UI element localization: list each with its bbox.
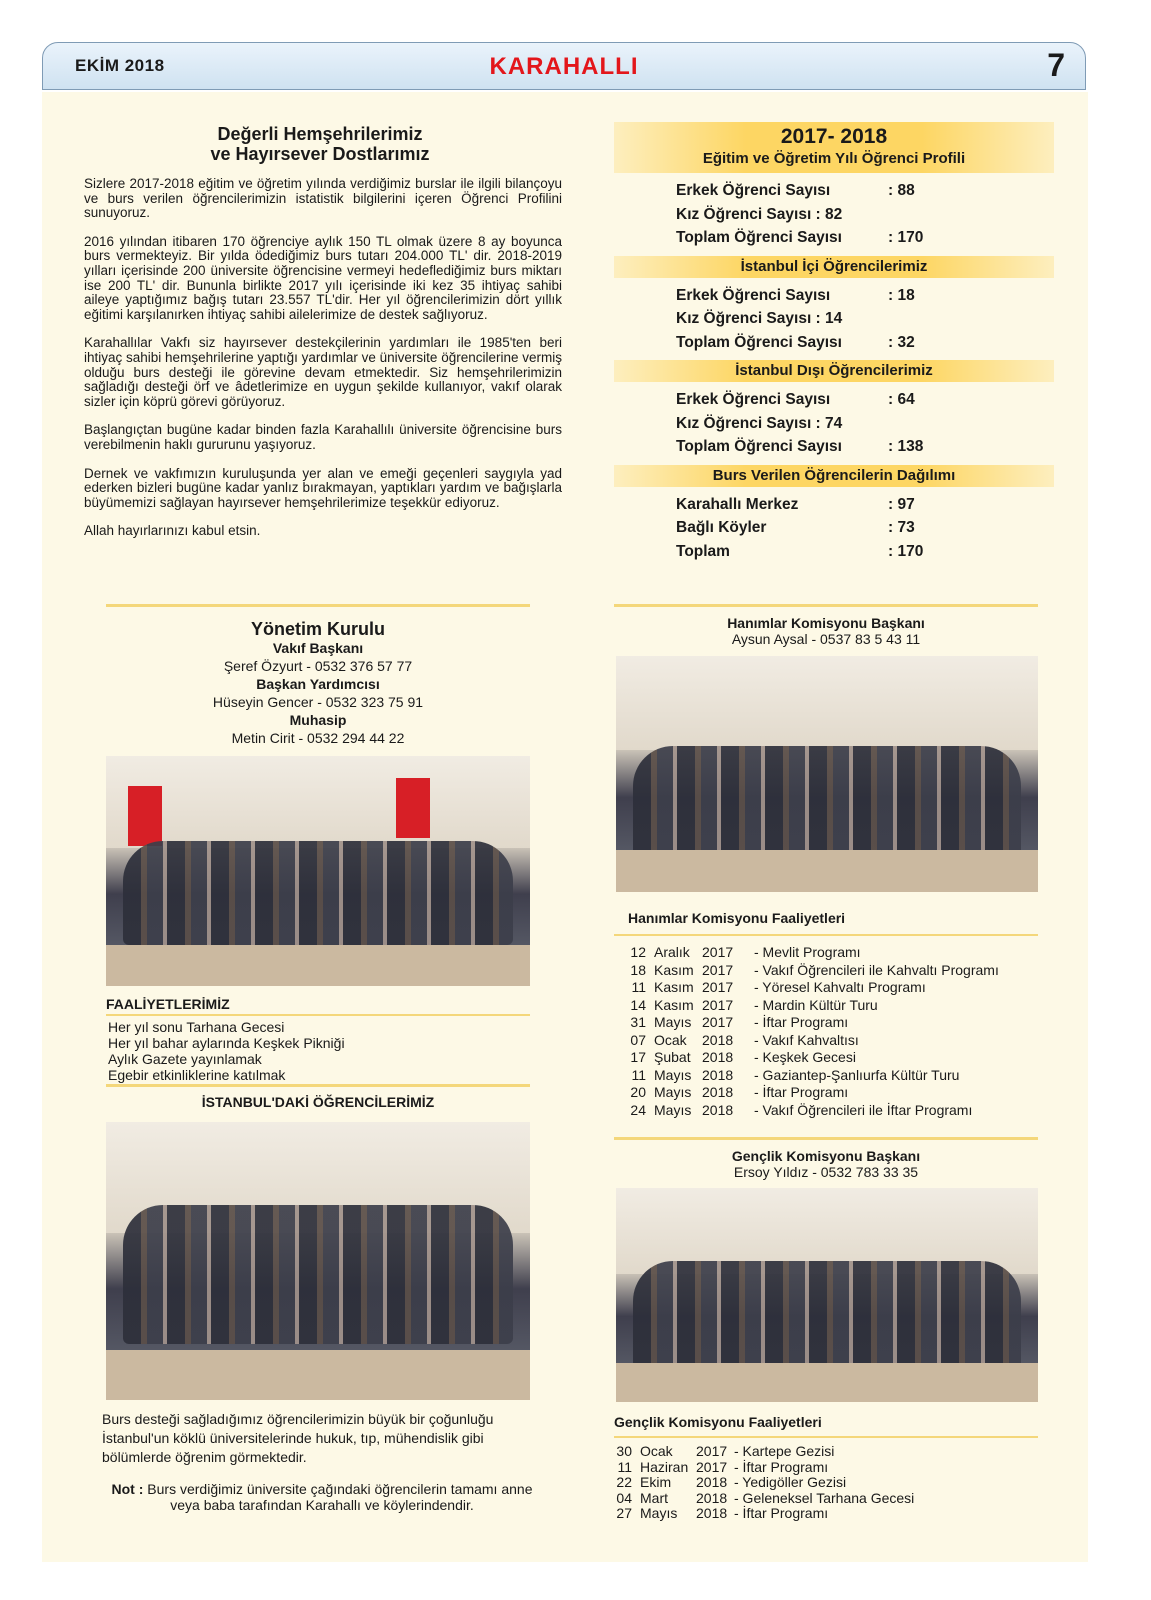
event-day: 22 [616, 1474, 632, 1490]
istanbul-students-title: İSTANBUL'DAKİ ÖĞRENCİLERİMİZ [201, 1094, 435, 1110]
stat-row [676, 307, 1054, 331]
intro-paragraph: Başlangıçtan bugüne kadar binden fazla Karahallılı üniversite öğrencisine burs verebilmenin haklı gururunu yaşıyoruz. [84, 422, 562, 452]
event-year: 2017 [702, 1014, 734, 1030]
intro-paragraph: 2016 yılından itibaren 170 öğrenciye aylık 150 TL olmak üzere 8 ay boyunca burs vermekteyiz. Bir yılda ödediğimiz burs tutarı 204.000 TL' dir. 2018-2019 yılları içerisinde 200 üniversite öğrencisine vermeyi hedeflediğimiz burs miktarı ise 200 TL' dir. Bununla birlikte 2017 yılı içerisinde iki kez 35 ihtiyaç sahibi aileye yaptığımız bağış tutarı 23.557 TL'dir. Her yıl öğrencilerimizin dört yıllık eğitimi karşılanırken ihtiyaç sahibi ailelerimize de destek sağlıyoruz. [84, 233, 562, 322]
stat-value: : 138 [888, 438, 924, 455]
event-month: Haziran [640, 1458, 689, 1475]
event-day: 20 [630, 1084, 646, 1100]
stat-row [676, 435, 1054, 459]
stat-row [676, 203, 1054, 227]
divider [614, 934, 1038, 936]
stat-row [676, 540, 1054, 564]
event-row [620, 1067, 999, 1085]
divider [614, 604, 1038, 607]
stat-label: Toplam [676, 542, 730, 560]
youth-events [606, 1444, 914, 1522]
board-group-photo [106, 756, 530, 986]
event-desc: - Vakıf Öğrencileri ile İftar Programı [754, 1101, 973, 1118]
event-desc: - Yedigöller Gezisi [734, 1474, 847, 1490]
stat-label: Erkek Öğrenci Sayısı [676, 182, 831, 199]
intro-title-line2: ve Hayırsever Dostlarımız [210, 144, 430, 164]
photo-wall [616, 656, 1038, 750]
page-header [42, 42, 1086, 90]
profile-subtitle: Eğitim ve Öğretim Yılı Öğrenci Profili [702, 150, 966, 167]
women-events [620, 944, 999, 1119]
student-profile [614, 122, 1054, 563]
event-desc: - Vakıf Kahvaltısı [754, 1031, 859, 1048]
youth-committee-photo [616, 1188, 1038, 1402]
photo-floor [616, 1363, 1038, 1402]
event-row [606, 1460, 914, 1476]
event-desc: - İftar Programı [754, 1084, 849, 1100]
event-year: 2018 [702, 1084, 734, 1100]
stat-row [676, 331, 1054, 355]
stat-row [676, 226, 1054, 250]
list-item: Her yıl sonu Tarhana Gecesi [108, 1019, 285, 1035]
event-month: Aralık [654, 944, 690, 960]
event-year: 2018 [702, 1101, 734, 1118]
turkish-flag [396, 778, 430, 838]
activities-title: FAALİYETLERİMİZ [106, 996, 230, 1012]
event-row [620, 1014, 999, 1032]
event-day: 07 [630, 1031, 646, 1048]
event-day: 11 [617, 1458, 632, 1475]
stat-label: Kız Öğrenci Sayısı : 14 [676, 310, 843, 327]
youth-committee-header [614, 1137, 1038, 1180]
event-desc: - İftar Programı [734, 1505, 829, 1521]
event-day: 18 [630, 961, 646, 978]
event-row [606, 1444, 914, 1460]
stats-heading: İstanbul İçi Öğrencilerimiz [614, 256, 1054, 278]
stat-label: Kız Öğrenci Sayısı : 74 [676, 414, 843, 432]
event-row [606, 1491, 914, 1507]
stat-row [676, 179, 1054, 203]
stat-value: : 32 [888, 333, 915, 351]
board-person: Şeref Özyurt - 0532 376 57 77 [223, 658, 413, 674]
event-month: Mart [640, 1489, 668, 1506]
event-year: 2018 [696, 1474, 728, 1490]
women-committee-header [614, 604, 1038, 647]
turkish-flag [128, 786, 162, 846]
stat-value: : 73 [888, 519, 915, 536]
event-day: 04 [616, 1489, 632, 1506]
event-desc: - İftar Programı [754, 1014, 849, 1030]
event-row [620, 962, 999, 980]
intro-paragraph: Allah hayırlarınızı kabul etsin. [84, 523, 261, 539]
activities-list [108, 1019, 532, 1083]
event-day: 17 [630, 1049, 646, 1065]
stats-heading: Burs Verilen Öğrencilerin Dağılımı [614, 465, 1054, 487]
board-person: Hüseyin Gencer - 0532 323 75 91 [212, 694, 424, 710]
profile-title-band [614, 122, 1054, 173]
issue-date: EKİM 2018 [75, 56, 165, 75]
stat-value: : 170 [888, 229, 924, 246]
event-row [606, 1475, 914, 1491]
list-item: Egebir etkinliklerine katılmak [108, 1067, 286, 1083]
stat-value: : 170 [888, 542, 924, 560]
intro-body [84, 177, 562, 553]
event-month: Kasım [654, 961, 694, 978]
event-desc: - Kartepe Gezisi [734, 1443, 835, 1459]
event-day: 12 [630, 944, 646, 960]
women-head-title: Hanımlar Komisyonu Başkanı [727, 615, 925, 631]
event-desc: - Mardin Kültür Turu [754, 996, 878, 1013]
stat-value: : 18 [888, 286, 915, 304]
stat-label: Kız Öğrenci Sayısı : 82 [676, 205, 843, 223]
note-label: Not : [111, 1481, 144, 1497]
event-year: 2018 [702, 1066, 734, 1083]
event-month: Mayıs [640, 1505, 678, 1521]
event-month: Mayıs [654, 1084, 692, 1100]
board-title: Yönetim Kurulu [251, 619, 385, 639]
stat-label: Toplam Öğrenci Sayısı [676, 333, 842, 351]
activities-heading-block [106, 996, 530, 1016]
event-row [620, 979, 999, 997]
list-item: Her yıl bahar aylarında Keşkek Pikniği [108, 1035, 345, 1051]
divider [106, 604, 530, 607]
event-year: 2017 [696, 1458, 728, 1475]
stat-value: : 88 [888, 182, 915, 199]
stat-row [676, 284, 1054, 308]
note-text: Burs verdiğimiz üniversite çağındaki öğrencilerin tamamı anne veya baba tarafından Karahallı ve köylerindendir. [143, 1481, 533, 1513]
stat-row [676, 493, 1054, 517]
photo-people [123, 1205, 513, 1344]
divider [614, 1436, 1038, 1438]
list-item: Aylık Gazete yayınlamak [108, 1051, 262, 1067]
stats-group [676, 179, 1054, 250]
event-desc: - Gaziantep-Şanlıurfa Kültür Turu [754, 1066, 960, 1083]
stat-value: : 97 [888, 495, 915, 513]
event-year: 2018 [696, 1489, 728, 1506]
event-row [620, 1084, 999, 1102]
board-role: Vakıf Başkanı [272, 640, 364, 656]
stat-label: Bağlı Köyler [676, 519, 767, 536]
women-head-person: Aysun Aysal - 0537 83 5 43 11 [731, 631, 921, 647]
event-desc: - İftar Programı [734, 1458, 829, 1475]
event-month: Mayıs [654, 1066, 692, 1083]
event-row [620, 1049, 999, 1067]
event-month: Ocak [654, 1031, 687, 1048]
newspaper-title: KARAHALLI [489, 53, 639, 80]
event-desc: - Mevlit Programı [754, 944, 861, 960]
event-row [620, 944, 999, 962]
photo-floor [106, 945, 530, 986]
board-section [106, 604, 530, 747]
stat-value: : 64 [888, 391, 915, 408]
divider [106, 1084, 530, 1087]
youth-head-person: Ersoy Yıldız - 0532 783 33 35 [733, 1164, 919, 1180]
event-month: Kasım [654, 996, 694, 1013]
women-committee-photo [616, 656, 1038, 892]
stat-label: Toplam Öğrenci Sayısı [676, 438, 842, 455]
stat-label: Erkek Öğrenci Sayısı [676, 391, 831, 408]
stats-group [676, 284, 1054, 355]
event-row [620, 1032, 999, 1050]
intro-paragraph: Karahallılar Vakfı siz hayırsever destekçilerinin yardımları ile 1985'ten beri ihtiyaç sahibi hemşehrilerine yaptığı yardımlar ve üniversite öğrencilerine vermiş olduğu burs desteği ile görevine devam etmektedir. Siz hemşehrilerimizin sağladığı desteği örf ve âdetlerimize en uygun şekilde kullanıyor, vakıf olarak sizler için köprü görevi görüyoruz. [84, 335, 562, 409]
event-year: 2018 [702, 1049, 734, 1065]
profile-title: 2017- 2018 [780, 125, 888, 148]
event-desc: - Vakıf Öğrencileri ile Kahvaltı Programı [754, 961, 999, 978]
event-month: Şubat [654, 1049, 691, 1065]
event-month: Kasım [654, 979, 694, 995]
stat-row [676, 516, 1054, 540]
board-role: Muhasip [289, 712, 347, 728]
event-day: 14 [630, 996, 646, 1013]
event-year: 2018 [702, 1031, 734, 1048]
event-row [620, 997, 999, 1015]
event-year: 2017 [702, 944, 734, 960]
divider [106, 1014, 530, 1016]
event-desc: - Yöresel Kahvaltı Programı [754, 979, 926, 995]
event-day: 11 [631, 1066, 646, 1083]
stat-label: Karahallı Merkez [676, 495, 799, 513]
event-row [606, 1506, 914, 1522]
photo-people [633, 746, 1021, 859]
board-role: Başkan Yardımcısı [256, 676, 380, 692]
event-month: Mayıs [654, 1101, 692, 1118]
stat-row [676, 412, 1054, 436]
stats-heading: İstanbul Dışı Öğrencilerimiz [614, 360, 1054, 382]
stat-row [676, 388, 1054, 412]
istanbul-students-photo [106, 1122, 530, 1400]
event-year: 2017 [702, 996, 734, 1013]
photo-wall [106, 756, 530, 848]
women-activities-title: Hanımlar Komisyonu Faaliyetleri [628, 910, 846, 926]
event-desc: - Keşkek Gecesi [754, 1049, 856, 1065]
page-number: 7 [1047, 47, 1065, 83]
event-month: Ocak [640, 1443, 673, 1459]
event-row [620, 1102, 999, 1120]
event-day: 24 [630, 1101, 646, 1118]
event-year: 2017 [702, 979, 734, 995]
stats-group [676, 388, 1054, 459]
youth-head-title: Gençlik Komisyonu Başkanı [731, 1148, 921, 1164]
photo-people [123, 841, 513, 945]
istanbul-note [102, 1481, 542, 1513]
event-desc: - Geleneksel Tarhana Gecesi [734, 1489, 915, 1506]
stat-label: Toplam Öğrenci Sayısı [676, 229, 842, 246]
board-person: Metin Cirit - 0532 294 44 22 [231, 730, 405, 746]
divider [614, 1137, 1038, 1140]
event-month: Ekim [640, 1474, 672, 1490]
event-year: 2017 [696, 1443, 728, 1459]
event-year: 2017 [702, 961, 734, 978]
event-day: 27 [616, 1505, 632, 1521]
photo-people [633, 1261, 1021, 1368]
photo-floor [616, 850, 1038, 892]
youth-activities-title: Gençlik Komisyonu Faaliyetleri [614, 1414, 822, 1430]
intro-title [90, 124, 550, 164]
stat-label: Erkek Öğrenci Sayısı [676, 286, 831, 304]
event-year: 2018 [696, 1505, 728, 1521]
event-month: Mayıs [654, 1014, 692, 1030]
intro-paragraph: Sizlere 2017-2018 eğitim ve öğretim yılında verdiğimiz burslar ile ilgili bilançoyu ve burs verilen öğrencilerimizin istatistik bilgilerini içeren Öğrenci Profilini sunuyoruz. [84, 176, 562, 221]
event-day: 30 [616, 1443, 632, 1459]
photo-floor [106, 1350, 530, 1400]
event-day: 11 [631, 979, 646, 995]
intro-paragraph: Dernek ve vakfımızın kuruluşunda yer alan ve emeği geçenleri saygıyla yad ederken bizleri bugüne kadar yanlız bırakmayan, yaptıkları yardım ve bağışlarla büyümemizi sağlayan hayırsever hemşehrilerimize teşekkür ediyoruz. [84, 465, 562, 510]
stats-group [676, 493, 1054, 564]
istanbul-students-text: Burs desteği sağladığımız öğrencilerimizin büyük bir çoğunluğu İstanbul'un köklü üniversitelerinde hukuk, tıp, mühendislik gibi bölümlerde öğrenim görmektedir. [102, 1411, 494, 1465]
event-day: 31 [630, 1014, 646, 1030]
intro-title-line1: Değerli Hemşehrilerimiz [217, 124, 423, 144]
